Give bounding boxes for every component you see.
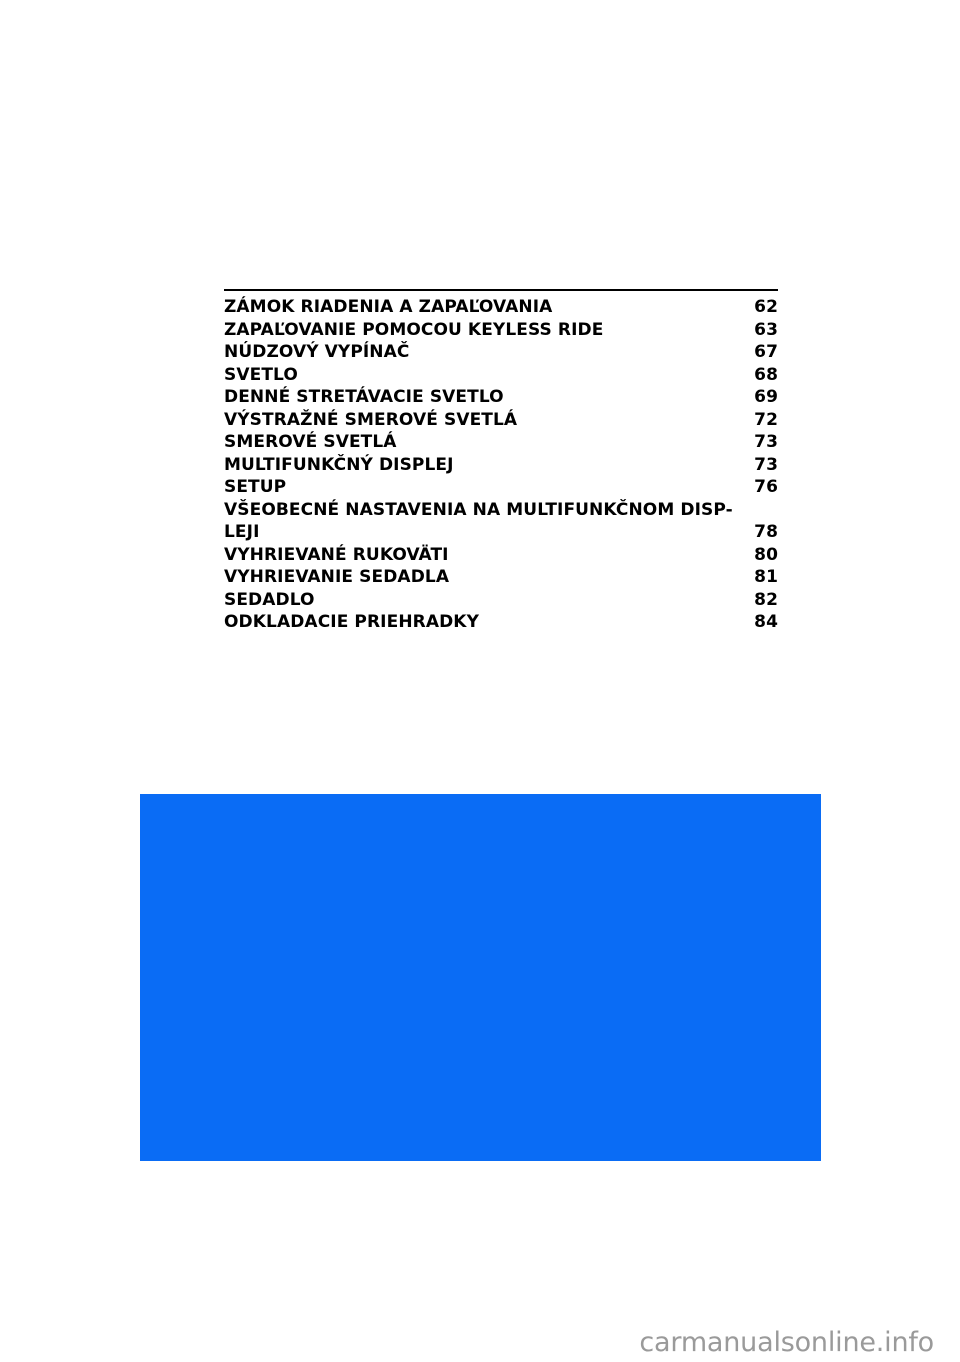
- toc-entry[interactable]: [224, 319, 778, 342]
- toc-entry-page: 62: [754, 297, 778, 317]
- toc-entry-page: 76: [754, 477, 778, 497]
- blue-color-block: [140, 794, 821, 1161]
- toc-entry-title: DENNÉ STRETÁVACIE SVETLO: [224, 387, 504, 407]
- toc-entry[interactable]: [224, 454, 778, 477]
- toc-entry-page: 73: [754, 454, 778, 475]
- watermark-text: carmanualsonline.info: [639, 1327, 934, 1358]
- table-of-contents: [224, 289, 778, 634]
- toc-entry-title: SETUP: [224, 477, 287, 497]
- toc-entry-title: SEDADLO: [224, 589, 315, 610]
- toc-entry-title: SVETLO: [224, 364, 298, 385]
- toc-entry[interactable]: [224, 544, 778, 567]
- toc-entry-page: 73: [754, 432, 778, 452]
- toc-entry[interactable]: [224, 431, 778, 454]
- toc-entry[interactable]: [224, 296, 778, 319]
- toc-entry[interactable]: [224, 409, 778, 432]
- toc-entry-title: NÚDZOVÝ VYPÍNAČ: [224, 342, 410, 362]
- toc-entry-page: 69: [754, 387, 778, 407]
- toc-entry-page: 82: [754, 589, 778, 610]
- toc-entry[interactable]: [224, 611, 778, 634]
- toc-entry-title-line2: LEJI: [224, 522, 260, 542]
- toc-entry-title: VYHRIEVANÉ RUKOVÄTI: [224, 544, 449, 565]
- toc-entry-title: [224, 499, 733, 544]
- toc-entry-title: VÝSTRAŽNÉ SMEROVÉ SVETLÁ: [224, 409, 518, 430]
- toc-entry-page: 68: [754, 364, 778, 385]
- toc-entry-title: ODKLADACIE PRIEHRADKY: [224, 612, 479, 632]
- toc-entry[interactable]: [224, 364, 778, 387]
- toc-entry-page: 80: [754, 544, 778, 565]
- toc-entry-title: MULTIFUNKČNÝ DISPLEJ: [224, 454, 454, 475]
- toc-entry-page: 81: [754, 567, 778, 587]
- toc-entry-title: VYHRIEVANIE SEDADLA: [224, 567, 450, 587]
- toc-entry[interactable]: [224, 589, 778, 612]
- toc-entry-page: 78: [754, 522, 778, 542]
- toc-entry-page: 63: [754, 319, 778, 340]
- toc-entry[interactable]: [224, 476, 778, 499]
- toc-entry-title: SMEROVÉ SVETLÁ: [224, 432, 397, 452]
- toc-entry-page: 84: [754, 612, 778, 632]
- toc-entry[interactable]: [224, 499, 778, 544]
- toc-entry-page: 67: [754, 342, 778, 362]
- toc-entry-title-line1: VŠEOBECNÉ NASTAVENIA NA MULTIFUNKČNOM DISP-: [224, 499, 733, 520]
- toc-entry-title: ZAPAĽOVANIE POMOCOU KEYLESS RIDE: [224, 319, 604, 340]
- toc-entry[interactable]: [224, 341, 778, 364]
- toc-entry-title: ZÁMOK RIADENIA A ZAPAĽOVANIA: [224, 297, 553, 317]
- toc-entry[interactable]: [224, 566, 778, 589]
- toc-entry[interactable]: [224, 386, 778, 409]
- toc-entry-page: 72: [754, 409, 778, 430]
